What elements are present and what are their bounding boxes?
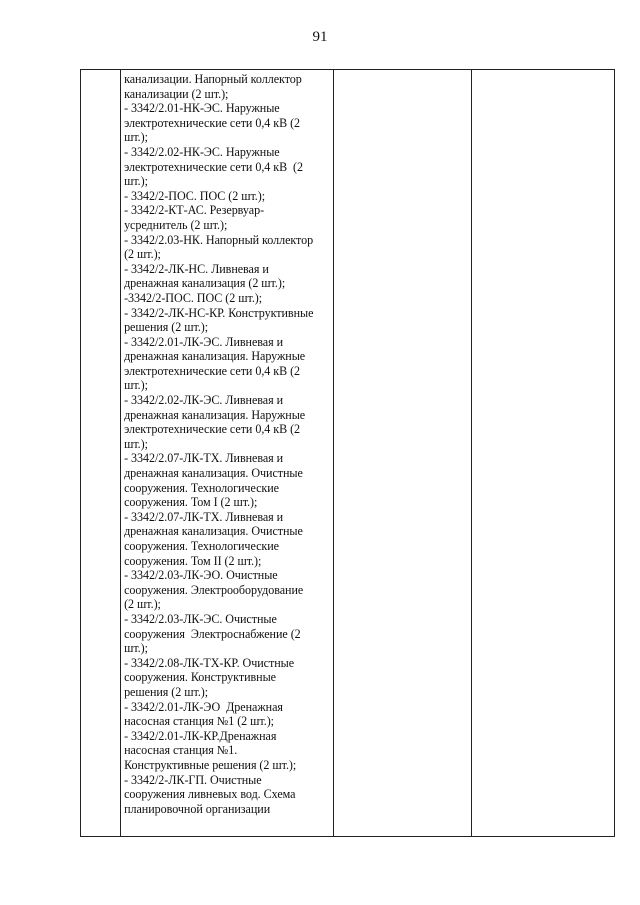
description-line: - 3342/2.07-ЛК-ТХ. Ливневая и: [124, 509, 284, 524]
description-text: [121, 70, 333, 816]
table-cell-number: [81, 70, 121, 837]
table-cell-description: [121, 70, 334, 837]
description-line: решения (2 шт.);: [124, 684, 209, 699]
description-line: - 3342/2-ЛК-ГП. Очистные: [124, 772, 262, 787]
description-line: электротехнические сети 0,4 кВ (2: [124, 159, 304, 174]
description-line: дренажная канализация. Наружные: [124, 407, 306, 422]
description-line: сооружения. Технологические: [124, 539, 279, 553]
description-line: - 3342/2.01-ЛК-ЭС. Ливневая и: [124, 334, 283, 349]
description-line: электротехнические сети 0,4 кВ (2: [124, 422, 301, 437]
description-line: шт.);: [124, 130, 148, 145]
description-line: электротехнические сети 0,4 кВ (2: [124, 115, 301, 130]
description-line: шт.);: [124, 174, 148, 189]
description-line: Конструктивные решения (2 шт.);: [124, 757, 297, 772]
description-line: электротехнические сети 0,4 кВ (2: [124, 363, 301, 378]
description-line: канализации. Напорный коллектор: [124, 72, 302, 86]
description-line: канализации (2 шт.);: [124, 86, 229, 101]
description-line: шт.);: [124, 436, 148, 451]
description-line: - 3342/2.01-ЛК-КР.Дренажная: [124, 728, 277, 743]
description-line: - 3342/2.08-ЛК-ТХ-КР. Очистные: [124, 655, 295, 670]
description-line: - 3342/2-КТ-АС. Резервуар-: [124, 203, 265, 218]
description-line: сооружения ливневых вод. Схема: [124, 787, 296, 802]
description-line: (2 шт.);: [124, 247, 161, 262]
description-line: сооружения Электроснабжение (2: [124, 626, 301, 641]
description-line: - 3342/2.03-ЛК-ЭС. Очистные: [124, 611, 277, 626]
description-line: сооружения. Том I (2 шт.);: [124, 495, 258, 510]
description-line: сооружения. Технологические: [124, 480, 279, 495]
description-line: решения (2 шт.);: [124, 320, 209, 335]
table-cell-empty-3: [334, 70, 471, 837]
description-line: -3342/2-ПОС. ПОС (2 шт.);: [124, 290, 263, 305]
description-line: дренажная канализация (2 шт.);: [124, 276, 286, 291]
description-line: - 3342/2.02-НК-ЭС. Наружные: [124, 144, 280, 159]
table-cell-empty-4: [471, 70, 614, 837]
document-table: [80, 69, 615, 837]
description-line: насосная станция №1.: [124, 743, 238, 758]
description-line: - 3342/2.03-ЛК-ЭО. Очистные: [124, 568, 278, 583]
description-line: (2 шт.);: [124, 597, 161, 612]
description-line: дренажная канализация. Очистные: [124, 466, 303, 481]
description-line: - 3342/2.07-ЛК-ТХ. Ливневая и: [124, 451, 284, 466]
description-line: - 3342/2.03-НК. Напорный коллектор: [124, 232, 314, 247]
description-line: шт.);: [124, 641, 148, 656]
description-line: усреднитель (2 шт.);: [124, 217, 228, 232]
description-line: планировочной организации: [124, 801, 271, 816]
description-line: сооружения. Электрооборудование: [124, 582, 304, 597]
description-line: - 3342/2-ЛК-НС. Ливневая и: [124, 261, 269, 276]
description-line: - 3342/2-ЛК-НС-КР. Конструктивные: [124, 305, 314, 320]
description-line: насосная станция №1 (2 шт.);: [124, 714, 274, 729]
description-line: - 3342/2.02-ЛК-ЭС. Ливневая и: [124, 393, 283, 408]
description-line: сооружения. Том II (2 шт.);: [124, 553, 262, 568]
description-line: - 3342/2.01-НК-ЭС. Наружные: [124, 101, 280, 116]
page-number: 91: [312, 29, 328, 45]
description-line: шт.);: [124, 378, 148, 393]
description-line: - 3342/2.01-ЛК-ЭО Дренажная: [124, 699, 283, 714]
description-line: дренажная канализация. Очистные: [124, 524, 303, 539]
description-line: - 3342/2-ПОС. ПОС (2 шт.);: [124, 188, 266, 203]
description-line: дренажная канализация. Наружные: [124, 349, 306, 364]
table-row: [81, 70, 615, 837]
description-line: сооружения. Конструктивные: [124, 670, 276, 685]
